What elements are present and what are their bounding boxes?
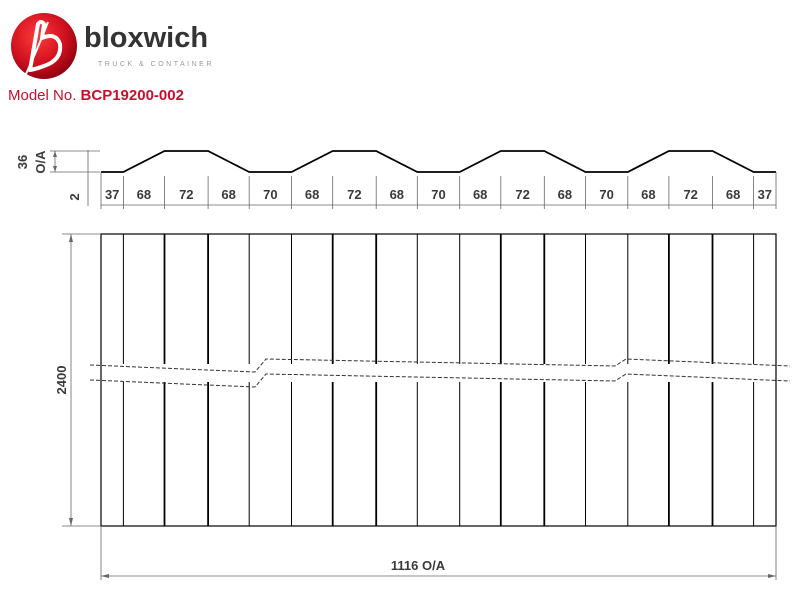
model-label: Model No. (8, 87, 77, 104)
profile-section (15, 150, 776, 209)
length-label: 2400 (54, 365, 69, 395)
rib-lines (123, 234, 753, 526)
pitch-label: 68 (304, 187, 320, 202)
pitch-label: 37 (104, 187, 120, 202)
profile-outline (101, 151, 776, 172)
pitch-label: 68 (389, 187, 405, 202)
pitch-label: 68 (221, 187, 236, 202)
pitch-label: 70 (431, 187, 446, 202)
pitch-label: 68 (472, 187, 488, 202)
break-line-lower (90, 374, 790, 387)
pitch-label: 37 (757, 187, 773, 202)
width-label: 1116 O/A (390, 558, 446, 573)
pitch-label: 70 (263, 187, 278, 202)
pitch-label: 68 (725, 187, 741, 202)
width-dimension (101, 526, 776, 580)
thickness-label: 2 (67, 193, 82, 201)
break-lines (90, 359, 790, 387)
sheet-outline (101, 234, 776, 526)
model-value: BCP19200-002 (80, 87, 184, 104)
sheet-plan (54, 234, 790, 580)
pitch-label: 68 (641, 187, 656, 202)
brand-name: bloxwich (84, 22, 209, 54)
pitch-label: 72 (179, 187, 194, 202)
pitch-label: 72 (515, 187, 530, 202)
pitch-label: 72 (347, 187, 362, 202)
break-line-upper (90, 359, 790, 372)
brand-tagline: TRUCK & CONTAINER (98, 61, 214, 68)
pitch-label: 68 (557, 187, 573, 202)
pitch-label: 68 (136, 187, 152, 202)
pitch-label: 72 (683, 187, 698, 202)
height-label: 36 (15, 154, 30, 170)
pitch-label: 70 (599, 187, 614, 202)
height-dimension (15, 150, 100, 206)
height-note: O/A (33, 150, 48, 174)
profile-dimensions (101, 172, 776, 209)
